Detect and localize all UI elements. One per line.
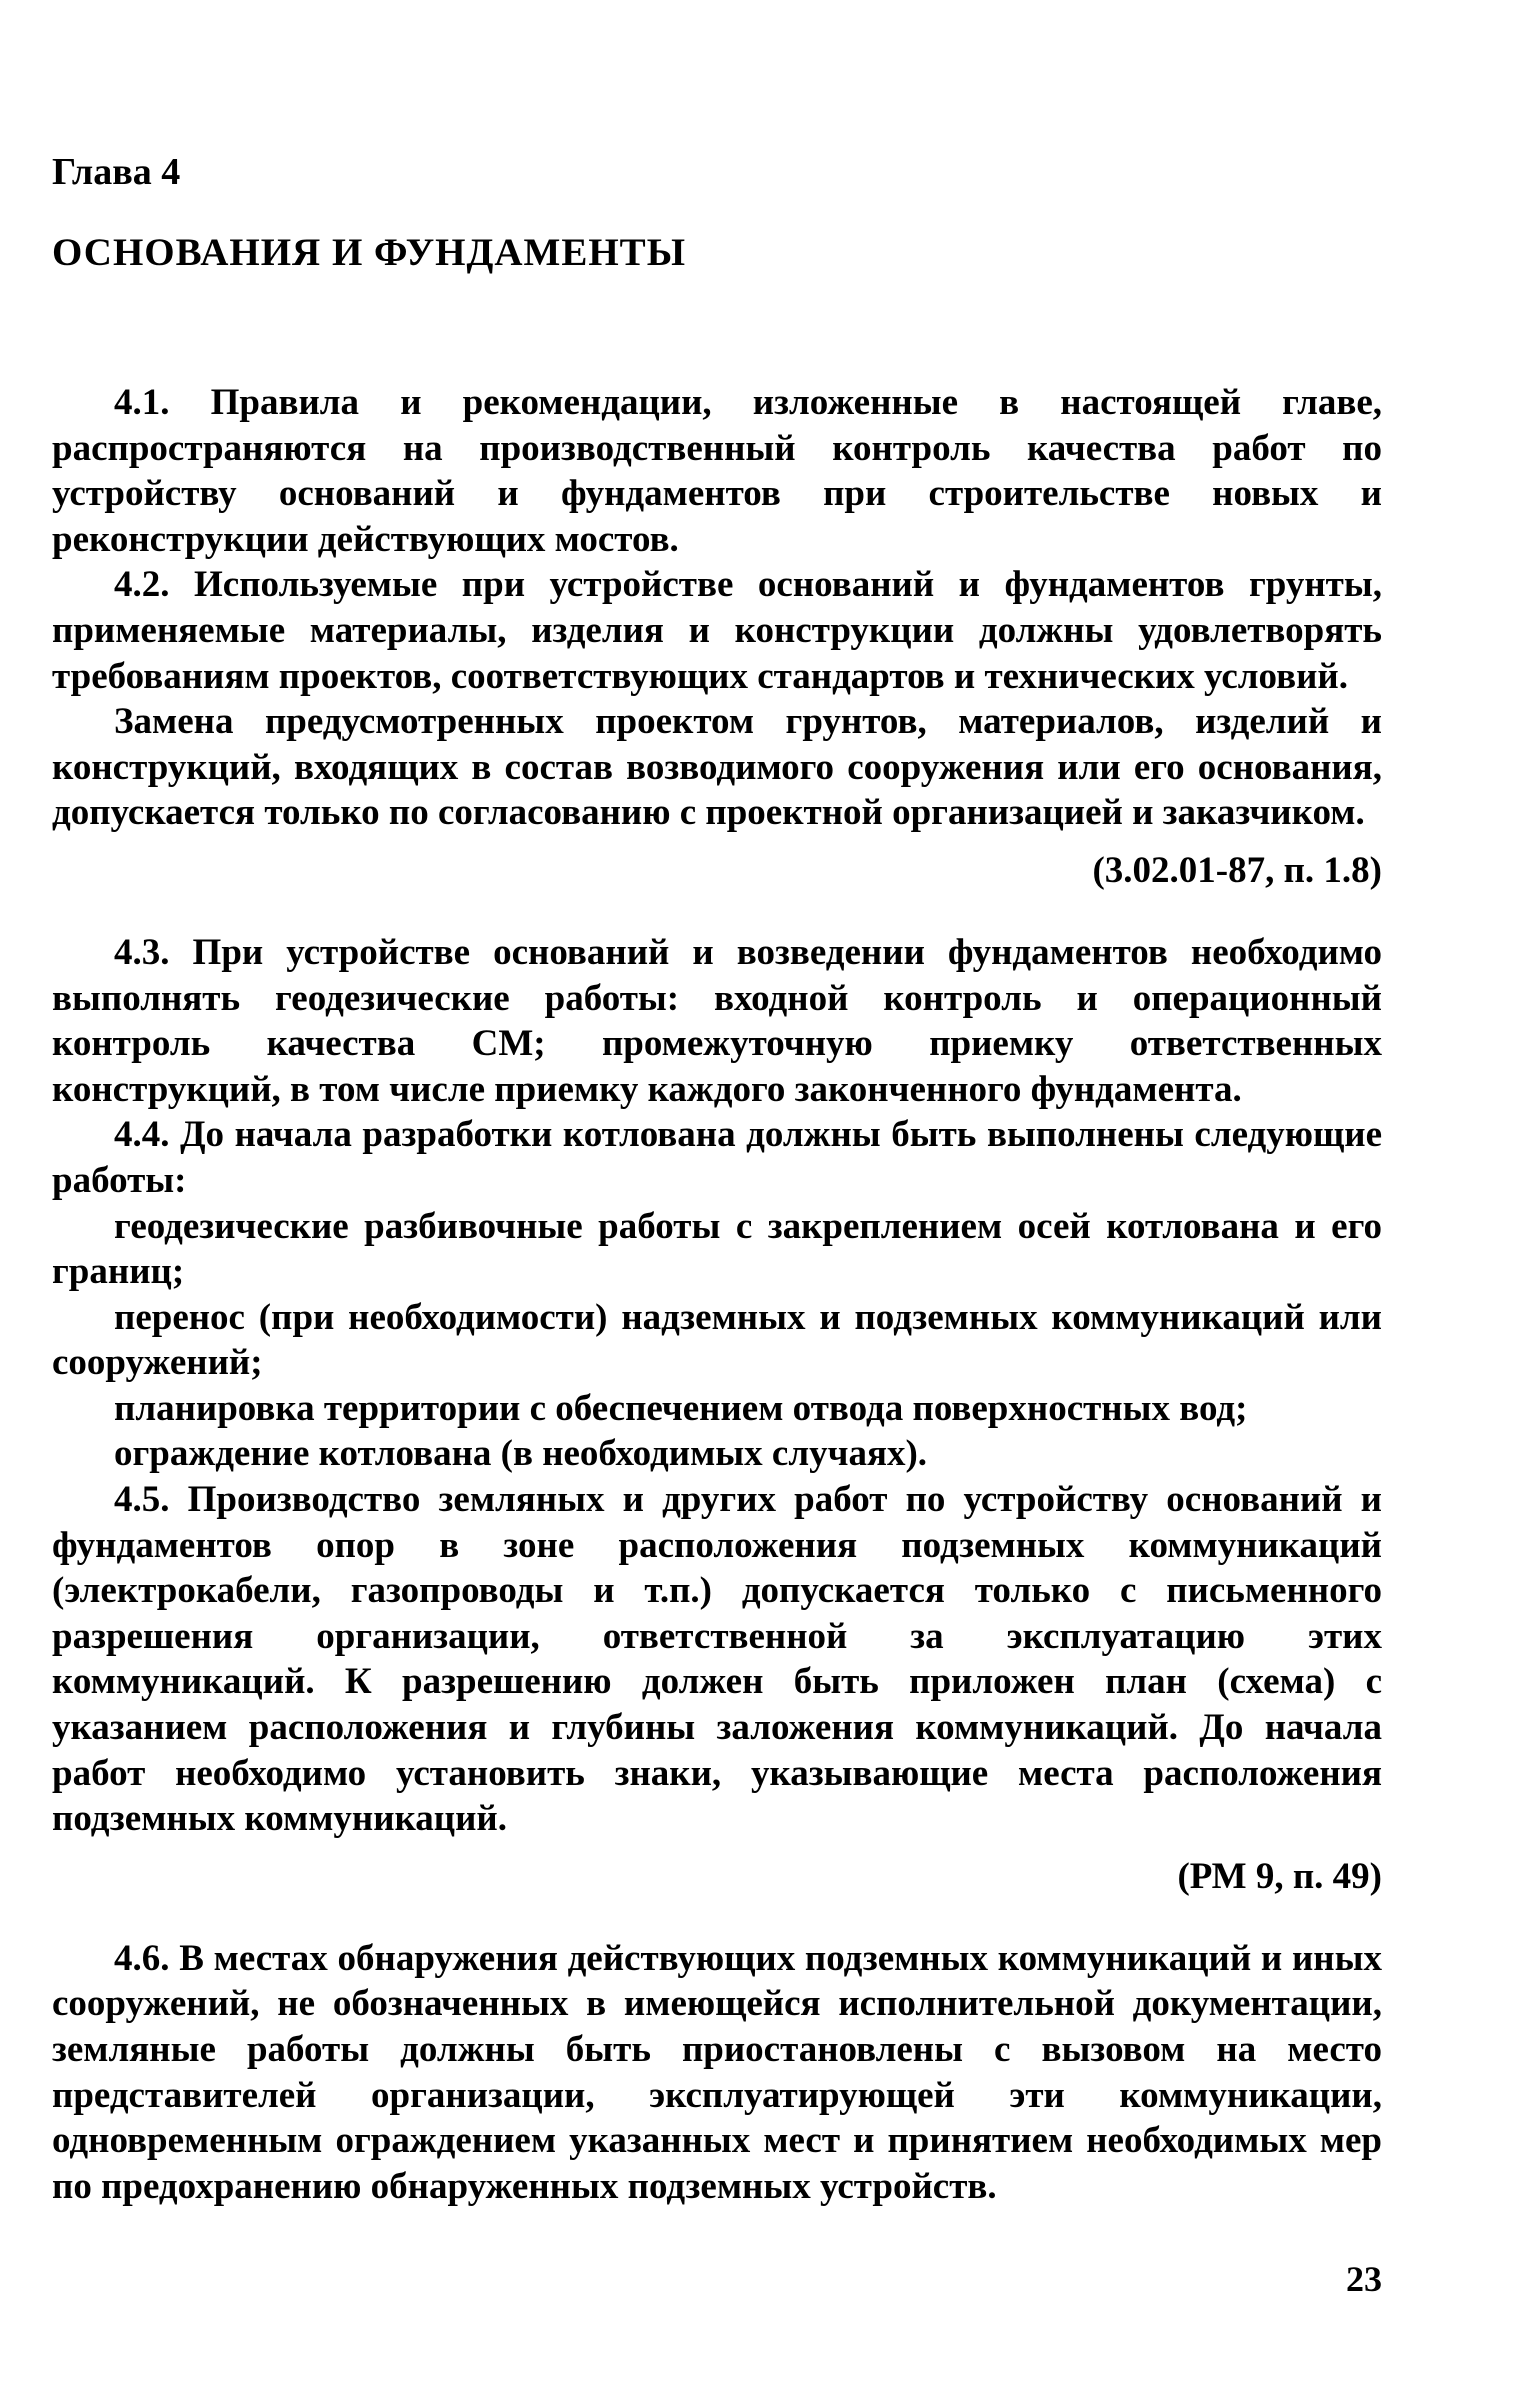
paragraph-4-5: 4.5. Производство земляных и других работ по устройству оснований и фундаментов опор в зоне расположения подземных коммуникаций (электрокабели, газопроводы и т.п.) допускается только с письменного разрешения организации, ответственной за эксплуатацию этих коммуникаций. К разрешению должен быть приложен план (схема) с указанием расположения и глубины заложения коммуникаций. До начала работ необходимо установить знаки, указывающие места расположения подземных коммуникаций. <box>52 1479 1382 1840</box>
page-number: 23 <box>1346 2259 1382 2299</box>
paragraph-4-3: 4.3. При устройстве оснований и возведении фундаментов необходимо выполнять геодезические работы: входной контроль и операционный контроль качества СМ; промежуточную приемку ответственных конструкций, в том числе приемку каждого законченного фундамента. <box>52 931 1382 1110</box>
list-item-pit-fencing: ограждение котлована (в необходимых случаях). <box>114 1433 928 1475</box>
reference-snip: (3.02.01-87, п. 1.8) <box>1092 849 1382 891</box>
document-page <box>52 150 1382 2209</box>
paragraph-4-2: 4.2. Используемые при устройстве оснований и фундаментов грунты, применяемые материалы, изделия и конструкции должны удовлетворять требованиям проектов, соответствующих стандартов и технических условий. <box>52 564 1382 697</box>
reference-rm: (РМ 9, п. 49) <box>1177 1855 1382 1897</box>
paragraph-4-1: 4.1. Правила и рекомендации, изложенные в настоящей главе, распространяются на производственный контроль качества работ по устройству оснований и фундаментов при строительстве новых и реконструкции действующих мостов. <box>52 382 1382 560</box>
paragraph-4-6: 4.6. В местах обнаружения действующих подземных коммуникаций и иных сооружений, не обозначенных в имеющейся исполнительной документации, земляные работы должны быть приостановлены с вызовом на место представителей организации, эксплуатирующей эти коммуникации, одновременным ограждением указанных мест и принятием необходимых мер по предохранению обнаруженных подземных устройств. <box>52 1937 1382 2207</box>
list-item-geodetic-works: геодезические разбивочные работы с закреплением осей котлована и его границ; <box>52 1205 1382 1293</box>
chapter-body <box>52 380 1382 2209</box>
paragraph-replacement: Замена предусмотренных проектом грунтов, материалов, изделий и конструкций, входящих в состав возводимого сооружения или его основания, допускается только по согласованию с проектной организацией и заказчиком. <box>52 701 1382 834</box>
chapter-title: ОСНОВАНИЯ И ФУНДАМЕНТЫ <box>52 231 686 274</box>
paragraph-4-4: 4.4. До начала разработки котлована должны быть выполнены следующие работы: <box>52 1114 1382 1201</box>
chapter-label: Глава 4 <box>52 151 181 193</box>
list-item-site-grading: планировка территории с обеспечением отвода поверхностных вод; <box>114 1387 1248 1429</box>
list-item-relocation: перенос (при необходимости) надземных и подземных коммуникаций или сооружений; <box>52 1296 1382 1384</box>
